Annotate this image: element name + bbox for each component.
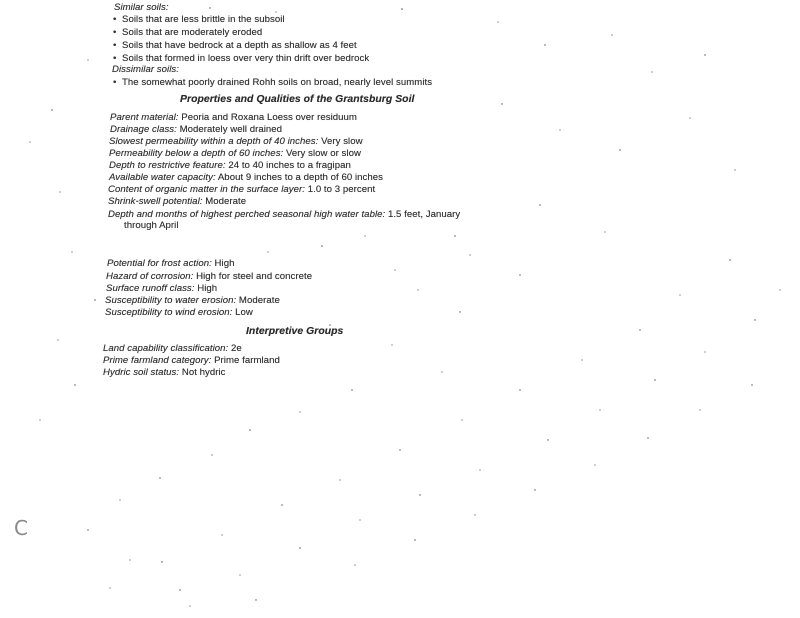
property-row: Susceptibility to water erosion: Moderate bbox=[105, 295, 280, 306]
similar-soils-label: Similar soils: bbox=[114, 2, 169, 13]
property-row: Potential for frost action: High bbox=[107, 258, 235, 269]
property-row: Available water capacity: About 9 inches to a depth of 60 inches bbox=[109, 172, 383, 183]
similar-soil-item: • Soils that formed in loess over very thin drift over bedrock bbox=[113, 53, 370, 64]
property-row: Susceptibility to wind erosion: Low bbox=[105, 307, 253, 318]
bullet-icon: • bbox=[113, 27, 117, 38]
property-row: Content of organic matter in the surface layer: 1.0 to 3 percent bbox=[108, 184, 376, 195]
bullet-icon: • bbox=[113, 77, 117, 88]
interpretive-row: Land capability classification: 2e bbox=[103, 343, 242, 354]
interpretive-row: Prime farmland category: Prime farmland bbox=[103, 355, 280, 366]
property-row: Drainage class: Moderately well drained bbox=[110, 124, 283, 135]
property-row: Depth and months of highest perched seasonal high water table: 1.5 feet, January bbox=[108, 209, 461, 220]
bullet-icon: • bbox=[113, 53, 117, 64]
properties-heading: Properties and Qualities of the Grantsburg Soil bbox=[180, 94, 415, 105]
property-row: Hazard of corrosion: High for steel and concrete bbox=[106, 271, 313, 282]
property-row: Parent material: Peoria and Roxana Loess over residuum bbox=[110, 112, 357, 123]
interpretive-heading: Interpretive Groups bbox=[246, 326, 344, 337]
property-row: Shrink-swell potential: Moderate bbox=[108, 196, 247, 207]
similar-soil-item: • Soils that have bedrock at a depth as shallow as 4 feet bbox=[113, 40, 357, 51]
dissimilar-soil-item: • The somewhat poorly drained Rohh soils on broad, nearly level summits bbox=[113, 77, 433, 88]
interpretive-row: Hydric soil status: Not hydric bbox=[103, 367, 226, 378]
property-row: Surface runoff class: High bbox=[106, 283, 218, 294]
bullet-icon: • bbox=[113, 40, 117, 51]
property-row: Slowest permeability within a depth of 40 inches: Very slow bbox=[109, 136, 363, 147]
property-row: Permeability below a depth of 60 inches: Very slow or slow bbox=[109, 148, 361, 159]
property-row-continuation: through April bbox=[124, 220, 179, 231]
margin-mark: C bbox=[14, 516, 28, 540]
dissimilar-soils-label: Dissimilar soils: bbox=[112, 64, 179, 75]
property-row: Depth to restrictive feature: 24 to 40 inches to a fragipan bbox=[109, 160, 351, 171]
similar-soil-item: • Soils that are less brittle in the subsoil bbox=[113, 14, 285, 25]
bullet-icon: • bbox=[113, 14, 117, 25]
similar-soil-item: • Soils that are moderately eroded bbox=[113, 27, 263, 38]
